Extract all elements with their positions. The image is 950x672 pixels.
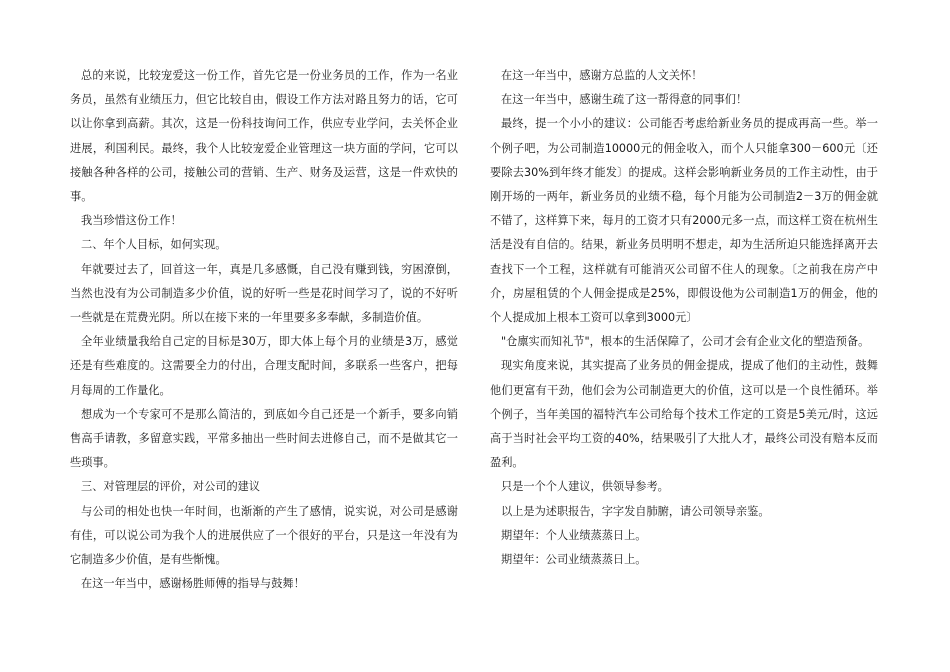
section-heading: 二、年个人目标，如何实现。 (81, 238, 227, 252)
paragraph: 以上是为述职报告，字字发自肺腑，请公司领导亲鉴。 (501, 504, 770, 518)
left-column (70, 64, 458, 596)
paragraph: 想成为一个专家可不是那么简洁的，到底如今自己还是一个新手，要多向销售高手请教，多留意实践，平常多抽出一些时间去进修自己，而不是做其它一些琐事。 (70, 407, 458, 470)
paragraph: 在这一年当中，感谢杨胜师傅的指导与鼓舞！ (81, 577, 305, 591)
paragraph: 年就要过去了，回首这一年，真是几多感慨，自己没有赚到钱，穷困潦倒，当然也没有为公司制造多少价值，说的好听一些是花时间学习了，说的不好听一些就是在荒费光阴。所以在接下来的一年里要多多奉献，多制造价值。 (70, 262, 458, 325)
paragraph: 只是一个个人建议，供领导参考。 (501, 480, 669, 494)
paragraph: 现实角度来说，其实提高了业务员的佣金提成，提成了他们的主动性，鼓舞他们更富有干劲，他们会为公司制造更大的价值，这可以是一个良性循环。举个例子，当年美国的福特汽车公司给每个技术工作定的工资是5美元/时，这远高于当时社会平均工资的40%，结果吸引了大批人才，最终公司没有赔本反而盈利。 (490, 359, 878, 470)
paragraph: 期望年：个人业绩蒸蒸日上。 (501, 528, 647, 542)
paragraph: 期望年：公司业绩蒸蒸日上。 (501, 553, 647, 567)
paragraph: 与公司的相处也快一年时间，也渐渐的产生了感情，说实说，对公司是感谢有佳，可以说公司为我个人的进展供应了一个很好的平台，只是这一年没有为它制造多少价值，是有些惭愧。 (70, 504, 458, 567)
paragraph: 在这一年当中，感谢方总监的人文关怀！ (501, 69, 703, 82)
section-heading: 三、对管理层的评价，对公司的建议 (81, 480, 261, 494)
right-column (490, 64, 878, 572)
paragraph: 我当珍惜这份工作！ (81, 214, 182, 228)
paragraph: "仓廪实而知礼节"，根本的生活保障了，公司才会有企业文化的塑造预备。 (501, 335, 870, 349)
paragraph: 总的来说，比较宠爱这一份工作，首先它是一份业务员的工作，作为一名业务员，虽然有业绩压力，但它比较自由，假设工作方法对路且努力的话，它可以让你拿到高薪。其次，这是一份科技询问工作，供应专业学问，去关怀企业进展，利国利民。最终，我个人比较宠爱企业管理这一块方面的学问，它可以接触各种各样的公司，接触公司的营销、生产、财务及运营，这是一件欢快的事。 (70, 69, 458, 204)
paragraph: 全年业绩量我给自己定的目标是30万，即大体上每个月的业绩是3万，感觉还是有些难度的。这需要全力的付出，合理支配时间，多联系一些客户，把每月每周的工作量化。 (70, 335, 458, 397)
paragraph: 最终，提一个小小的建议：公司能否考虑给新业务员的提成再高一些。举一个例子吧，为公司制造10000元的佣金收入，而个人只能拿300－600元〔还要除去30%到年终才能发〕的提成。这样会影响新业务员的工作主动性，由于刚开场的一两年，新业务员的业绩不稳，每个月能为公司制造2－3万的佣金就不错了，这样算下来，每月的工资才只有2000元多一点，而这样工资在杭州生活是没有自信的。结果，新业务员明明不想走，却为生活所迫只能选择离开去查找下一个工程，这样就有可能消灭公司留不住人的现象。〔之前我在房产中介，房屋租赁的个人佣金提成是25%，即假设他为公司制造1万的佣金，他的个人提成加上根本工资可以拿到3000元〕 (490, 117, 878, 325)
paragraph: 在这一年当中，感谢生疏了这一帮得意的同事们！ (501, 93, 748, 107)
